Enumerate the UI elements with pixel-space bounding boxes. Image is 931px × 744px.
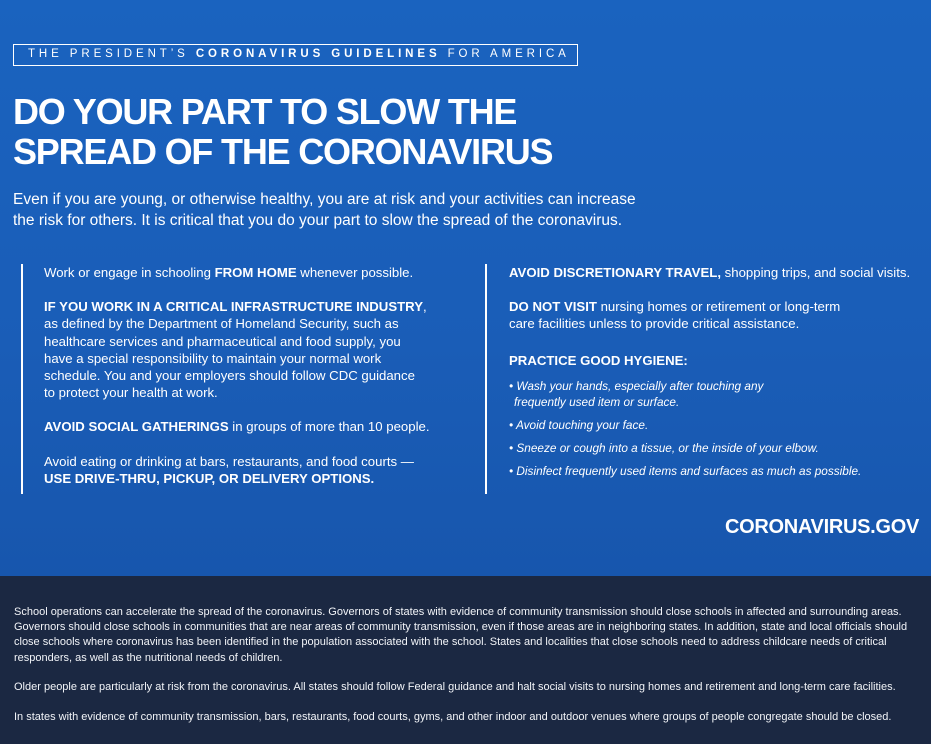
intro-paragraph (13, 189, 653, 231)
intro-line-2: the risk for others. It is critical that you do your part to slow the spread of the coronavirus. (13, 212, 623, 229)
footer-p1-line-2: close schools where coronavirus has been identified in the population associated with the school. States and localities that close schools need to address childcare needs of critical (14, 636, 887, 649)
hygiene-bullet-disinfect: • Disinfect frequently used items and surfaces as much as possible. (509, 463, 862, 478)
visit-line-1: nursing homes or retirement or long-term (596, 299, 841, 315)
school-guidance-panel (0, 576, 931, 744)
left-guidelines-column (21, 264, 464, 494)
critical-line-4: schedule. You and your employers should follow CDC guidance (44, 368, 415, 384)
critical-line-0: , (423, 299, 427, 315)
eating-line-1: Avoid eating or drinking at bars, restaurants, and food courts — (44, 453, 414, 469)
hygiene-bullet-face: • Avoid touching your face. (509, 417, 649, 432)
kicker-text-start: THE PRESIDENT’S (28, 48, 196, 60)
guidelines-kicker (13, 44, 578, 66)
website-link[interactable]: CORONAVIRUS.GOV (724, 516, 919, 538)
travel-bold: AVOID DISCRETIONARY TRAVEL, (509, 265, 721, 280)
visit-bold: DO NOT VISIT (509, 299, 597, 315)
hygiene-bullet-sneeze: • Sneeze or cough into a tissue, or the inside of your elbow. (509, 440, 819, 455)
footer-p1-line-3: responders, as well as the nutritional needs of children. (14, 651, 283, 664)
right-guidelines-column (485, 264, 931, 494)
eating-drinking-item (44, 453, 464, 487)
do-not-visit-item (509, 298, 931, 332)
critical-line-5: to protect your health at work. (44, 385, 218, 401)
critical-line-3: have a special responsibility to maintain your normal work (44, 350, 382, 366)
eating-bold: USE DRIVE-THRU, PICKUP, OR DELIVERY OPTIONS. (44, 470, 375, 486)
hygiene-bullet-wash-hands (509, 378, 931, 410)
footer-paragraph-schools (14, 605, 919, 666)
visit-line-2: care facilities unless to provide critical assistance. (509, 316, 800, 332)
footer-paragraph-venues: In states with evidence of community transmission, bars, restaurants, food courts, gyms, and other indoor and outdoor venues where groups of people congregate should be closed. (14, 711, 892, 723)
work-from-home-item (44, 264, 464, 281)
kicker-text-end: FOR AMERICA (440, 48, 570, 60)
social-gatherings-item (44, 418, 464, 435)
gatherings-bold: AVOID SOCIAL GATHERINGS (44, 419, 229, 435)
critical-bold: IF YOU WORK IN A CRITICAL INFRASTRUCTURE INDUSTRY (44, 299, 424, 315)
travel-post: shopping trips, and social visits. (721, 265, 911, 280)
bullet1-line-2: frequently used item or surface. (514, 394, 680, 409)
headline-line-1: DO YOUR PART TO SLOW THE (13, 91, 517, 132)
critical-line-2: healthcare services and pharmaceutical and food supply, you (44, 333, 401, 349)
critical-infrastructure-item (44, 298, 464, 401)
kicker-text-bold: CORONAVIRUS GUIDELINES (195, 48, 441, 60)
headline-line-2: SPREAD OF THE CORONAVIRUS (13, 131, 553, 172)
page-headline (13, 92, 633, 172)
footer-p1-line-0: School operations can accelerate the spread of the coronavirus. Governors of states with evidence of community transmission should close schools in affected and surrounding areas. (14, 606, 902, 618)
footer-p1-line-1: Governors should close schools in communities that are near areas of community transmission, even if those areas are in neighboring states. In addition, state and local officials should (14, 621, 908, 634)
home-pre: Work or engage in schooling (44, 265, 215, 280)
home-post: whenever possible. (296, 265, 414, 280)
hygiene-heading: PRACTICE GOOD HYGIENE: (509, 352, 688, 368)
gatherings-post: in groups of more than 10 people. (228, 419, 430, 435)
bullet1-line-1: • Wash your hands, especially after touching any (509, 378, 764, 393)
footer-paragraph-older-people: Older people are particularly at risk from the coronavirus. All states should follow Federal guidance and halt social visits to nursing homes and retirement and long-term care facilities. (14, 681, 896, 693)
intro-line-1: Even if you are young, or otherwise healthy, you are at risk and your activities can increase (13, 191, 636, 208)
home-bold: FROM HOME (214, 265, 297, 280)
travel-item (509, 264, 931, 281)
critical-line-1: as defined by the Department of Homeland Security, such as (44, 316, 399, 332)
